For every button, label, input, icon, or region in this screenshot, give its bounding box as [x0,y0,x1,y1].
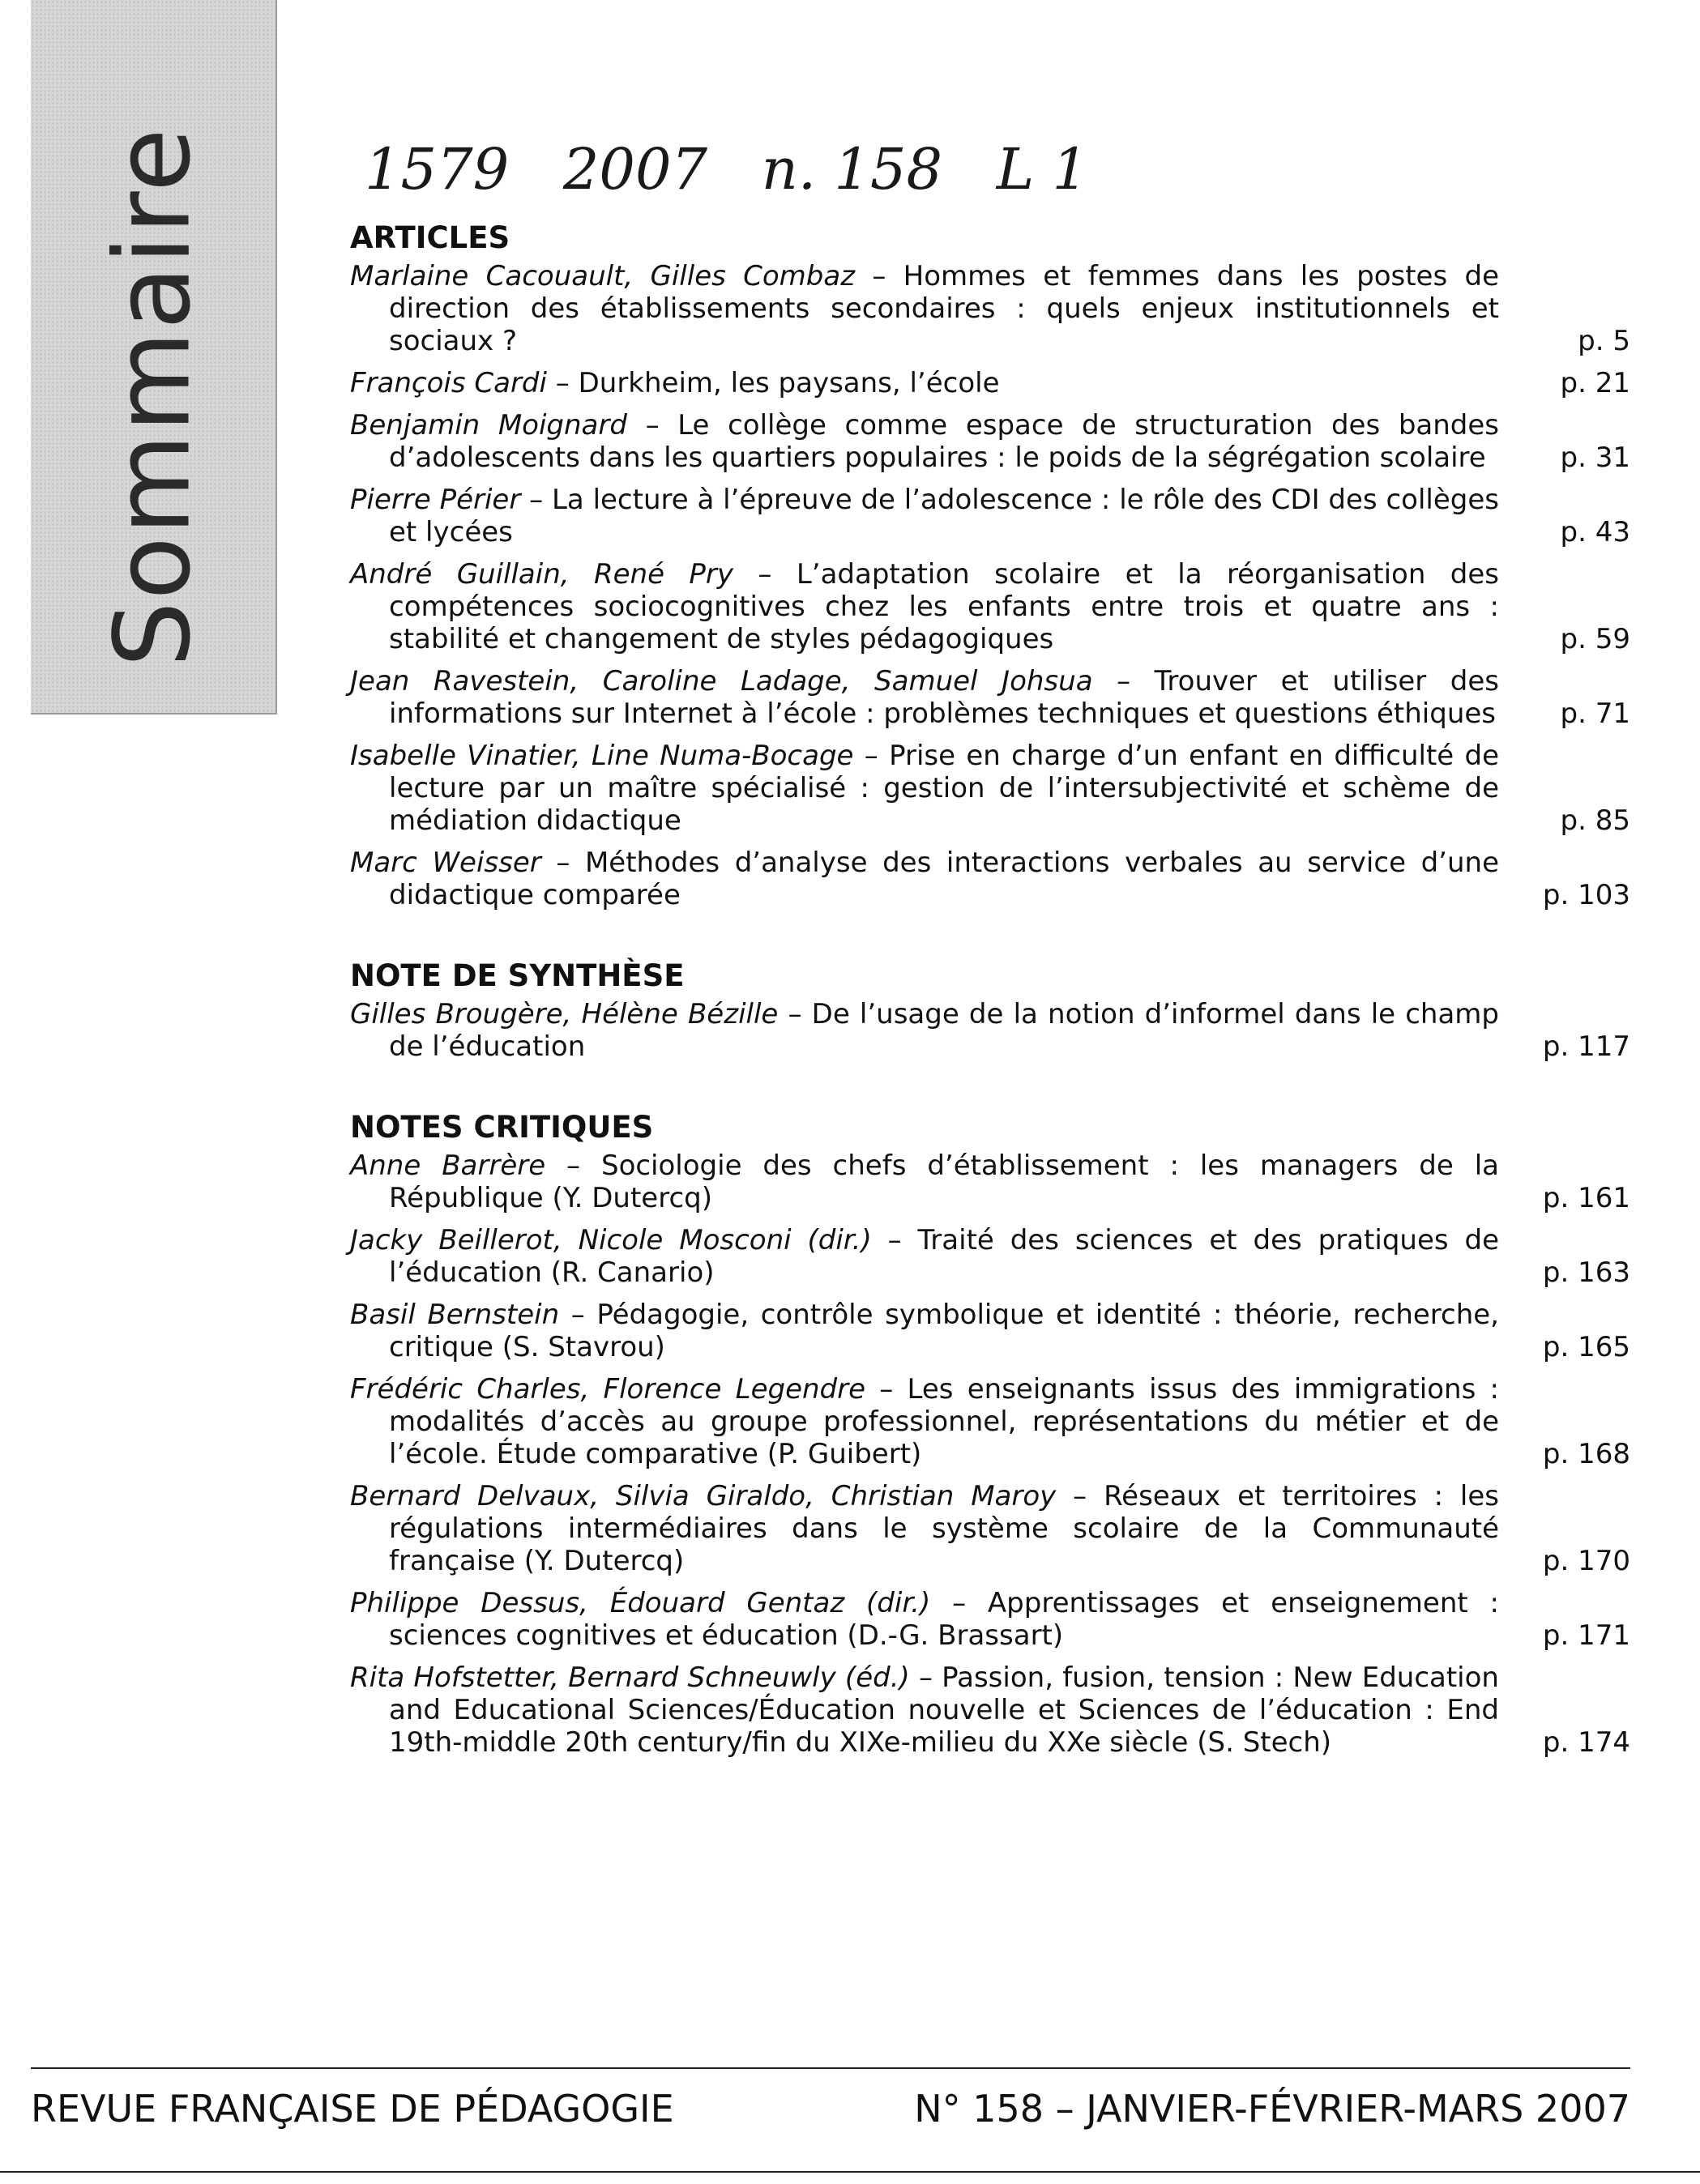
toc-entry [350,260,1630,357]
entry-dash: – [778,998,812,1030]
entry-text [350,558,1499,655]
entry-title: Durkheim, les paysans, l’école [578,367,1000,399]
entry-author: Pierre Périer [350,484,521,516]
entry-text [350,367,1499,399]
toc-entry [350,484,1630,548]
entry-text [350,409,1499,474]
entry-text [350,1150,1499,1214]
section-heading: NOTES CRITIQUES [350,1110,654,1145]
entry-dash: – [871,1224,918,1256]
entry-title: Traité des sciences et des pratiques de l’éducation (R. Canario) [389,1224,1499,1289]
entry-author: Gilles Brougère, Hélène Bézille [350,998,779,1030]
entry-text [350,1587,1499,1652]
entry-page-number: p. 5 [1578,325,1630,357]
entry-dash: – [1056,1480,1104,1512]
section-heading: NOTE DE SYNTHÈSE [350,958,685,993]
entry-dash: – [540,847,585,879]
entry-page-number: p. 59 [1560,623,1630,655]
entry-page-number: p. 163 [1542,1256,1630,1289]
entry-title: Méthodes d’analyse des interactions verbales au service d’une didactique comparée [389,847,1499,911]
entry-title: La lecture à l’épreuve de l’adolescence : le rôle des CDI des collèges et lycées [389,484,1499,548]
toc-entry [350,847,1630,911]
entry-text [350,260,1499,357]
entry-dash: – [546,367,579,399]
toc-section [350,1110,1630,1759]
entry-page-number: p. 168 [1542,1438,1630,1470]
toc-entry [350,1150,1630,1214]
sommaire-sidebar [31,0,277,714]
entry-title: Hommes et femmes dans les postes de direction des établissements secondaires : quels enjeux institutionnels et sociaux ? [389,260,1499,357]
toc-entry [350,740,1630,837]
entry-author: André Guillain, René Pry [350,558,733,591]
footer-journal-name: REVUE FRANÇAISE DE PÉDAGOGIE [31,2087,674,2131]
entry-author: Jean Ravestein, Caroline Ladage, Samuel Johsua [350,665,1093,697]
table-of-contents [350,220,1630,1806]
toc-section [350,220,1630,911]
entry-dash: – [930,1587,988,1619]
entry-author: Philippe Dessus, Édouard Gentaz (dir.) [350,1587,931,1619]
entry-author: Marc Weisser [350,847,541,879]
entry-title: Passion, fusion, tension : New Education and Educational Sciences/Éducation nouvelle et Sciences de l’éducation : End 19th-middle 20th century/fin du XIXe-milieu du XXe siècle (S. Stech) [389,1661,1499,1759]
entry-author: Rita Hofstetter, Bernard Schneuwly (éd.) [350,1661,910,1694]
entry-text [350,1661,1499,1759]
entry-page-number: p. 171 [1542,1619,1630,1652]
entry-page-number: p. 71 [1560,697,1630,730]
entry-page-number: p. 43 [1560,516,1630,548]
entry-page-number: p. 161 [1542,1182,1630,1214]
entry-dash: – [855,260,903,292]
toc-section [350,958,1630,1063]
toc-entry [350,409,1630,474]
entry-text [350,484,1499,548]
toc-entry [350,558,1630,655]
entry-text [350,740,1499,837]
entry-title: L’adaptation scolaire et la réorganisation des compétences sociocognitives chez les enfants entre trois et quatre ans : stabilité et changement de styles pédagogiques [389,558,1499,655]
entry-text [350,847,1499,911]
sidebar-title: Sommaire [92,126,214,668]
entry-author: Basil Bernstein [350,1299,560,1331]
section-heading: ARTICLES [350,220,510,255]
entry-author: François Cardi [350,367,547,399]
entry-dash: – [853,740,890,772]
entry-author: Frédéric Charles, Florence Legendre [350,1373,866,1406]
entry-dash: – [865,1373,908,1406]
entry-title: Prise en charge d’un enfant en difficulté de lecture par un maître spécialisé : gestion de l’intersubjectivité et schème de médiation didactique [389,740,1499,837]
entry-title: Trouver et utiliser des informations sur Internet à l’école : problèmes techniques et questions éthiques [389,665,1499,730]
entry-page-number: p. 103 [1542,879,1630,911]
entry-title: Apprentissages et enseignement : sciences cognitives et éducation (D.-G. Brassart) [389,1587,1499,1652]
entry-title: Réseaux et territoires : les régulations intermédiaires dans le système scolaire de la Communauté française (Y. Dutercq) [389,1480,1499,1577]
footer-bottom-rule [0,2171,1700,2173]
entry-text [350,1299,1499,1363]
entry-author: Anne Barrère [350,1150,546,1182]
entry-text [350,1224,1499,1289]
toc-entry [350,1661,1630,1759]
toc-entry [350,1299,1630,1363]
entry-author: Bernard Delvaux, Silvia Giraldo, Christian Maroy [350,1480,1057,1512]
entry-dash: – [520,484,552,516]
toc-entry [350,998,1630,1063]
entry-page-number: p. 170 [1542,1545,1630,1577]
entry-author: Marlaine Cacouault, Gilles Combaz [350,260,856,292]
entry-title: Sociologie des chefs d’établissement : les managers de la République (Y. Dutercq) [389,1150,1499,1214]
toc-entry [350,367,1630,399]
entry-text [350,1480,1499,1577]
entry-dash: – [733,558,797,591]
entry-page-number: p. 165 [1542,1331,1630,1363]
entry-title: De l’usage de la notion d’informel dans le champ de l’éducation [389,998,1499,1063]
entry-text [350,1373,1499,1470]
entry-page-number: p. 31 [1560,441,1630,474]
toc-entry [350,1373,1630,1470]
entry-page-number: p. 174 [1542,1726,1630,1759]
entry-text [350,998,1499,1063]
entry-page-number: p. 21 [1560,367,1630,399]
entry-author: Isabelle Vinatier, Line Numa-Bocage [350,740,854,772]
entry-dash: – [909,1661,942,1694]
entry-text [350,665,1499,730]
entry-page-number: p. 117 [1542,1030,1630,1063]
toc-entry [350,1224,1630,1289]
toc-entry [350,1480,1630,1577]
entry-dash: – [626,409,678,441]
entry-title: Le collège comme espace de structuration des bandes d’adolescents dans les quartiers populaires : le poids de la ségrégation scolaire [389,409,1499,474]
toc-entry [350,665,1630,730]
entry-dash: – [559,1299,597,1331]
entry-page-number: p. 85 [1560,804,1630,837]
entry-dash: – [1092,665,1155,697]
handwritten-note: 1579 2007 n. 158 L 1 [365,136,1089,203]
entry-dash: – [545,1150,601,1182]
toc-entry [350,1587,1630,1652]
entry-title: Pédagogie, contrôle symbolique et identité : théorie, recherche, critique (S. Stavrou) [389,1299,1499,1363]
entry-author: Jacky Beillerot, Nicole Mosconi (dir.) [350,1224,872,1256]
footer-rule [31,2067,1630,2069]
entry-title: Les enseignants issus des immigrations : modalités d’accès au groupe professionnel, représentations du métier et de l’école. Étude comparative (P. Guibert) [389,1373,1499,1470]
footer-issue: N° 158 – JANVIER-FÉVRIER-MARS 2007 [914,2087,1630,2131]
entry-author: Benjamin Moignard [350,409,627,441]
